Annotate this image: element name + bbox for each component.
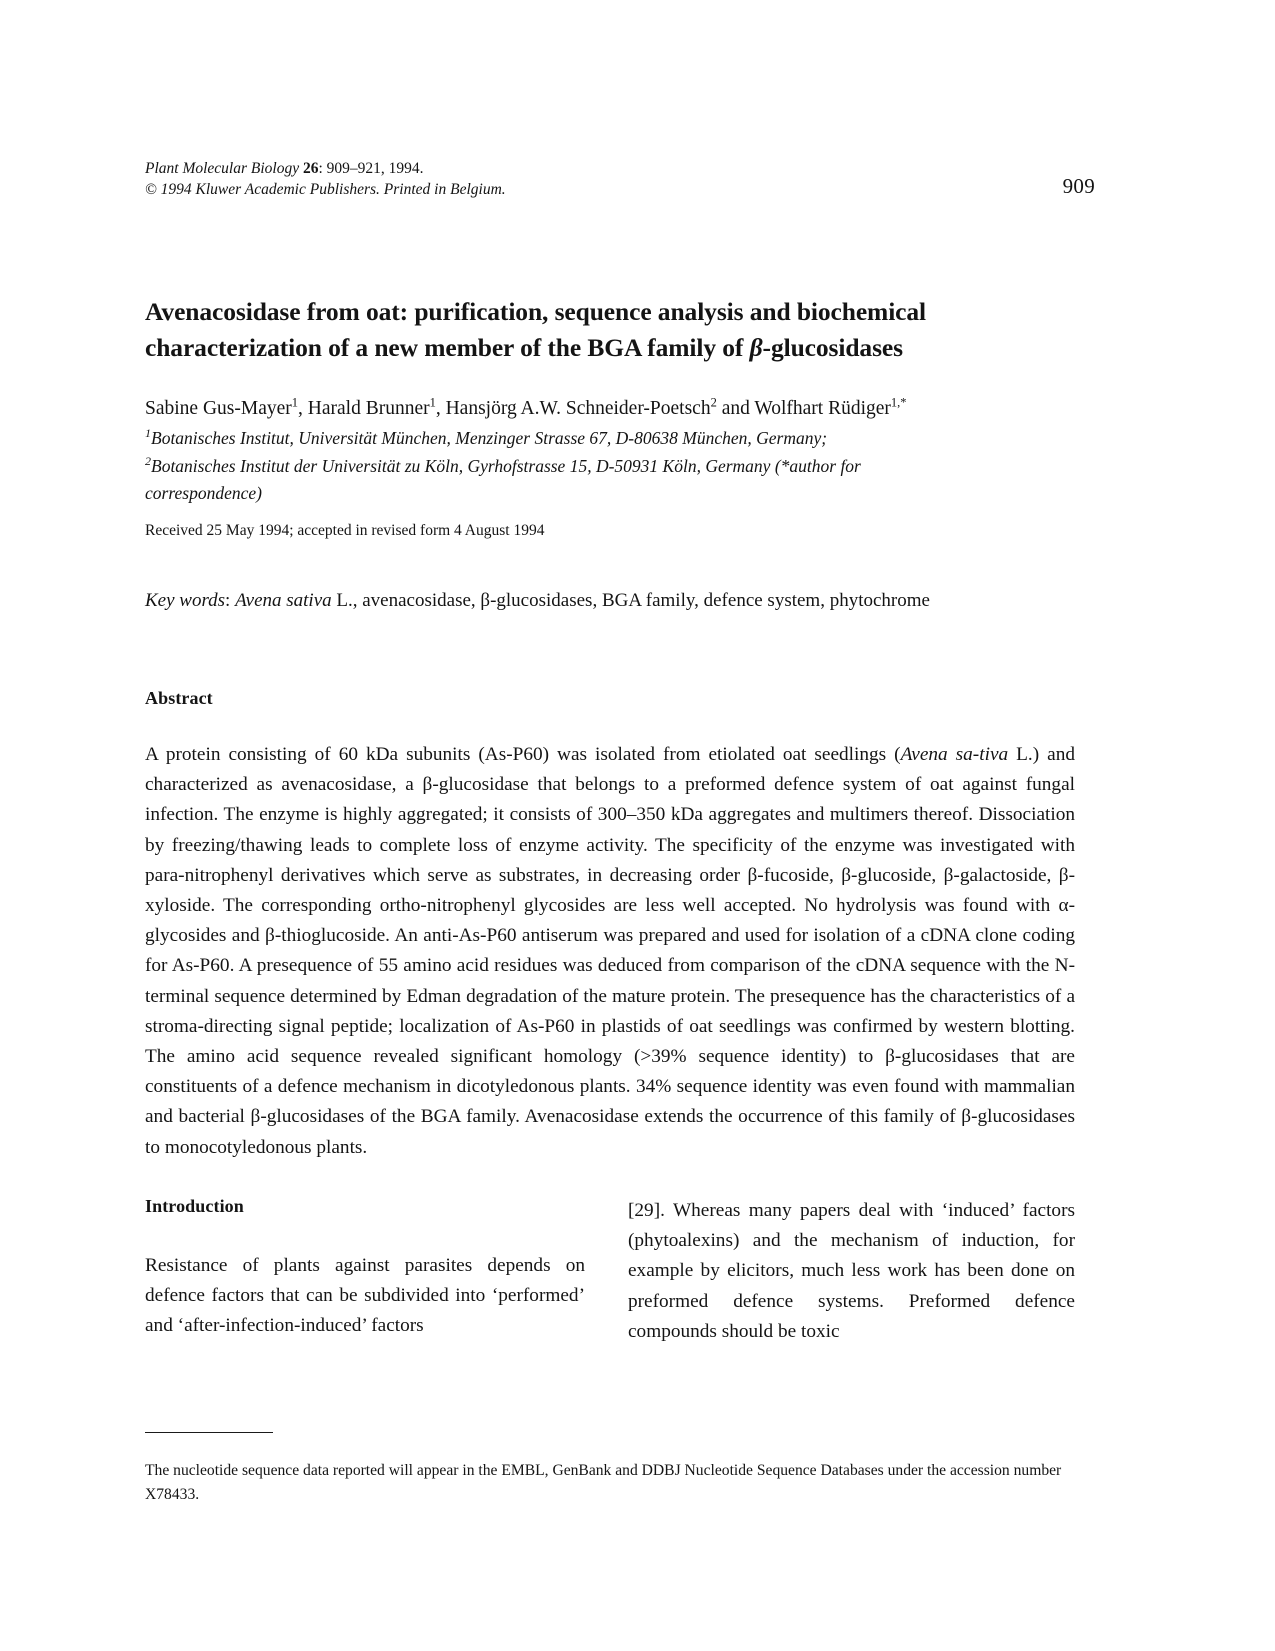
journal-name: Plant Molecular Biology	[145, 160, 303, 177]
page-number: 909	[1062, 174, 1095, 198]
author-4-affil-marker: 1,*	[890, 395, 907, 410]
affiliation-2: Botanisches Institut der Universität zu Köln, Gyrhofstrasse 15, D-50931 Köln, Germany (*author for	[151, 455, 861, 476]
author-4: and Wolfhart Rüdiger	[716, 398, 891, 419]
affiliation-1: Botanisches Institut, Universität München, Menzinger Strasse 67, D-80638 München, Germany;	[151, 428, 828, 448]
author-1: Sabine Gus-Mayer	[145, 398, 292, 419]
keywords-label: Key words	[145, 590, 226, 611]
footnote-rule	[145, 1432, 273, 1433]
author-2: , Harald Brunner	[298, 398, 430, 419]
title-line-2a: characterization of a new member of the BGA family of	[145, 333, 750, 363]
introduction-heading: Introduction	[145, 1196, 244, 1216]
abstract-species-italic-2: tiva	[979, 744, 1009, 765]
title-line-1: Avenacosidase from oat: purification, sequence analysis and biochemical	[145, 297, 927, 327]
author-2-affil-marker: 1	[429, 395, 436, 410]
author-3-affil-marker: 2	[710, 395, 717, 410]
copyright-line: © 1994 Kluwer Academic Publishers. Printed in Belgium.	[145, 181, 506, 198]
page-title	[145, 294, 1095, 366]
document-page	[145, 0, 1095, 1651]
introduction-text-right: [29]. Whereas many papers deal with ‘induced’ factors (phytoalexins) and the mechanism of induction, for example by elicitors, much less work has been done on preformed defence systems. Preformed defence compounds should be toxic	[628, 1200, 1075, 1342]
introduction-column-right	[628, 1196, 1075, 1347]
keywords-separator: :	[225, 590, 236, 611]
abstract-text-part-1: A protein consisting of 60 kDa subunits (As-P60) was isolated from etiolated oat seedlings (	[145, 744, 901, 765]
introduction-text-left: Resistance of plants against parasites depends on defence factors that can be subdivided into ‘performed’ and ‘after-infection-induced’ factors	[145, 1255, 585, 1337]
introduction-column-left	[145, 1196, 585, 1342]
author-1-affil-marker: 1	[291, 395, 299, 410]
received-date-line: Received 25 May 1994; accepted in revised form 4 August 1994	[145, 522, 545, 539]
footnote-text: The nucleotide sequence data reported will appear in the EMBL, GenBank and DDBJ Nucleotide Sequence Databases under the accession number X78433.	[145, 1462, 1062, 1503]
abstract-heading: Abstract	[145, 688, 213, 708]
affiliation-correspondence-cont: correspondence)	[145, 483, 262, 503]
author-3: , Hansjörg A.W. Schneider-Poetsch	[435, 398, 711, 419]
affiliation-2-marker: 2	[145, 453, 151, 468]
title-beta-glyph: β	[749, 333, 763, 363]
author-list	[145, 394, 1105, 423]
journal-citation-line	[145, 158, 1095, 179]
abstract-text-part-2: L.) and characterized as avenacosidase, a β-glucosidase that belongs to a preformed defence system of oat against fungal infection. The enzyme is highly aggregated; it consists of 300–350 kDa aggregates and multimers thereof. Dissociation by freezing/thawing leads to complete loss of enzyme activity. The specificity of the enzyme was investigated with para-nitrophenyl derivatives which serve as substrates, in decreasing order β-fucoside, β-glucoside, β-galactoside, β-xyloside. The corresponding ortho-nitrophenyl glycosides are less well accepted. No hydrolysis was found with α-glycosides and β-thioglucoside. An anti-As-P60 antiserum was prepared and used for isolation of a cDNA clone coding for As-P60. A presequence of 55 amino acid residues was deduced from comparison of the cDNA sequence with the N-terminal sequence determined by Edman degradation of the mature protein. The presequence has the characteristics of a stroma-directing signal peptide; localization of As-P60 in plastids of oat seedlings was confirmed by western blotting. The amino acid sequence revealed significant homology (>39% sequence identity) to β-glucosidases that are constituents of a defence mechanism in dicotyledonous plants. 34% sequence identity was even found with mammalian and bacterial β-glucosidases of the BGA family. Avenacosidase extends the occurrence of this family of β-glucosidases to monocotyledonous plants.	[145, 744, 1075, 1158]
keywords-list: L., avenacosidase, β-glucosidases, BGA family, defence system, phytochrome	[331, 590, 930, 611]
journal-running-head	[145, 158, 1095, 200]
journal-pages-year: : 909–921, 1994.	[318, 160, 424, 177]
journal-volume: 26	[302, 160, 319, 177]
abstract-body	[145, 740, 1075, 1163]
title-line-2b: -glucosidases	[762, 333, 903, 363]
affiliation-block	[145, 425, 1080, 508]
keywords-species: Avena sativa	[235, 590, 332, 611]
affiliation-1-marker: 1	[145, 426, 151, 441]
abstract-species-italic-1: Avena sa-	[900, 744, 980, 765]
abstract-paragraph	[145, 740, 1075, 1163]
keywords-block	[145, 586, 1015, 615]
